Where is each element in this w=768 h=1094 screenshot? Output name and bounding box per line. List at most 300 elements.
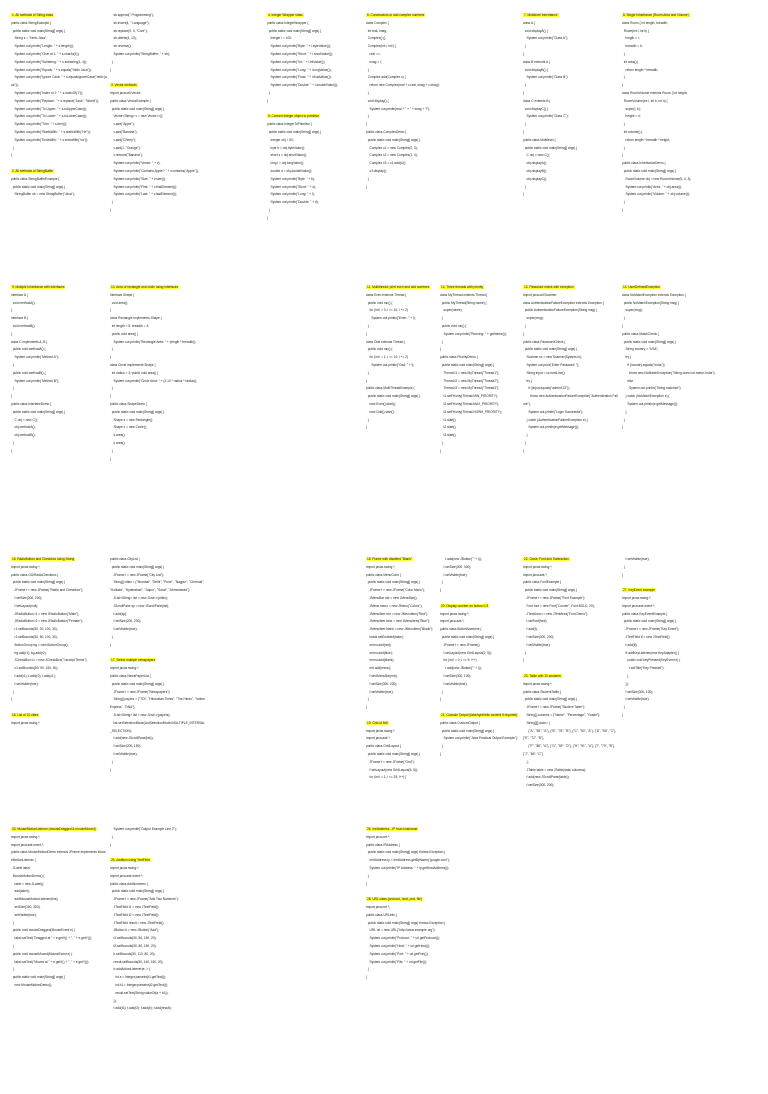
code-line: } [440,440,443,445]
program-title-highlight: 19. Grid of 5x5 [367,720,388,725]
code-line: import javax.swing.*; [622,595,652,600]
code-line: } [11,153,13,158]
code-line: list.setSelectionMode(ListSelectionModel.MULTIPLE_INTERVAL_SELECTION); [110,720,205,733]
code-line: obj.methodA(); [11,425,36,430]
code-line: Complex c3 = c1.add(c2); [366,161,406,166]
code-line: f.setSize(300, 300); [440,564,472,569]
code-line: Room(int l, int b) { [622,28,650,33]
code-line: public class VectorExample { [110,98,151,103]
program-title [622,284,718,292]
code-line: import java.awt.*; [440,619,465,624]
code-line: } [523,184,526,189]
code-line: mb.add(menu); [366,666,392,671]
code-line: public AuthenticationFailureException(String msg) { [523,308,598,313]
code-line: t2.setPriority(Thread.MAX_PRIORITY); [440,401,499,406]
program-title [267,113,363,121]
code-line: } [622,200,625,205]
code-line: RoomVolume obj = new RoomVolume(5, 4, 3); [622,176,692,181]
code-line: result.setText(String.valueOf(a + b1)); [110,990,169,995]
code-line: public void methodB() { [11,370,46,375]
code-line: JFrame f = new JFrame("City List"); [110,572,164,577]
code-line: } [523,658,525,663]
program-title [11,556,107,564]
code-line: blank.setEnabled(false); [366,634,404,639]
code-line: } [622,83,624,88]
program-title-highlight: 21. Console Output (fake/synthetic content if required) [441,712,518,717]
code-line: new Even().start(); [366,401,396,406]
code-line: f.add(tf); [622,642,638,647]
code-line: System.out.println("Java Practical Output Example"); [440,736,518,741]
code-line: JButton b = new JButton("Add"); [110,928,160,933]
code-line: super(name); [440,308,463,313]
code-line: System.out.println("Short: " + i.shortValue()); [267,51,334,56]
code-line: } [11,386,14,391]
code-line: System.out.println("Double: " + d); [267,200,319,205]
code-line: import java.awt.*; [523,572,548,577]
code-line: } [440,689,443,694]
code-line: f.setVisible(true); [440,681,468,686]
code-line: menu.add(blue); [366,650,393,655]
code-line: } [523,650,526,655]
program-title [110,82,206,90]
code-line: class Complex { [366,20,389,25]
code-line: sb.append(" Programming"); [110,13,154,17]
code-line: sb.insert(4, " Language"); [110,20,150,25]
code-line: setVisible(true); [11,912,37,917]
code-line: } [366,881,368,886]
code-column [110,12,206,215]
program-title [110,857,206,865]
code-line: f.add(new JScrollPane(list)); [110,736,154,741]
code-line: } [440,339,443,344]
code-line: } [622,712,624,717]
code-line: } [440,448,442,453]
code-line: public class StringBufferExample { [11,176,60,181]
code-line: interface A { [11,292,28,297]
code-line: void methodA(); [11,300,36,305]
code-line: r2.setBounds(50, 50, 100, 30); [11,634,58,639]
code-line: f.setVisible(true); [11,681,39,686]
code-line [267,106,363,114]
code-line: public class FontExample { [523,580,562,585]
code-column [440,284,536,456]
code-line: void display() { [366,98,389,103]
code-line: int real, imag; [366,28,387,33]
code-line: public static void main(String[] args) { [440,634,495,639]
code-band [0,284,768,552]
code-line: System.out.println("Last: " + v.lastElement()); [110,192,177,197]
code-line: f.setLayout(new GridLayout(5, 5)); [366,767,418,772]
code-line [11,704,107,712]
code-line: JFrame f = new JFrame("Student Table"); [523,705,585,710]
code-line: } [622,323,624,328]
code-line: public void area() { [110,331,139,336]
code-line: JTextField result = new JTextField(); [110,920,165,925]
code-line: JMenuBar mb = new JMenuBar(); [366,595,418,600]
code-line: } [622,145,625,150]
code-line: new Odd().start(); [366,409,395,414]
code-line: } [523,323,526,328]
code-line: import java.awt.*; [366,736,391,741]
code-column [523,284,619,456]
code-line: } [11,967,14,972]
code-line: f.setJMenuBar(mb); [366,673,398,678]
code-line: public class NewsPaperList { [110,673,151,678]
code-line: label.setText("Dragged at " + e.getX() + ", " + e.getY()); [11,936,92,941]
code-line: label = new JLabel(); [11,881,45,886]
code-line: } catch (NoMatchException e) { [622,394,670,399]
code-line: Thread t1 = new MyThread("Thread1"); [440,370,500,375]
code-line: void methodB(); [11,323,36,328]
code-line: JTextArea t = new JTextArea("Font Demo"); [523,611,589,616]
code-line: t3.start(); [440,433,457,438]
code-line: int a = Integer.parseInt(t1.getText()); [110,975,167,980]
code-line: public static void main(String[] args) { [523,347,578,352]
code-line: Shape s = new Rectangle(); [110,417,153,422]
code-line: } [523,90,525,95]
code-line: super(msg); [622,308,643,313]
code-line: } [110,394,112,399]
code-line: System.out.println("Volume: " + obj.volume()); [622,192,690,197]
program-title-highlight: 9. Multiple Inheritance with interfaces [12,285,65,289]
code-line: real = r; [366,51,381,56]
code-line: public static void main(String[] args) { [523,145,578,150]
code-line: } [366,697,369,702]
code-line: System.out.println("Running: " + getName()); [440,331,507,336]
code-line: } [622,564,625,569]
program-title [523,12,619,20]
code-line: class C extends B { [523,98,551,103]
code-line: f.setTitle("Key Pressed"); [622,666,665,671]
code-line: int volume() { [622,129,643,134]
program-title-highlight: 5. Convert integer object to primitive [268,114,320,119]
code-line: import java.awt.event.*; [11,842,45,847]
code-line: } [523,192,525,197]
code-line: System.out.println("Even: " + i); [366,316,416,321]
code-line: public static void main(String[] args) { [11,184,66,189]
code-line: import java.util.Vector; [110,90,142,95]
code-line: long l = obj.longValue(); [267,161,304,166]
code-line: System.out.println("Substring: " + s.substring(1, 4)); [11,59,88,64]
program-title-highlight: 27. KeyEvent example [623,588,655,593]
code-line: System.out.println("Class A"); [523,36,569,41]
code-line: } [622,705,625,710]
code-line: setSize(300, 300); [11,904,41,909]
code-line: public class StringExample { [11,20,52,25]
code-line: public static void main(String[] args) { [267,129,322,134]
code-line: JTextField t1 = new JTextField(); [110,904,160,909]
program-title-highlight: 17. Select multiple newspapers [111,658,156,663]
code-line: } [440,744,443,749]
code-line: System.out.print("Enter Password: "); [523,362,580,367]
code-line: public class StudentTable { [523,689,561,694]
code-line: } [110,386,113,391]
code-line: public class IPAddress { [366,842,400,847]
code-line: JRadioButton r2 = new JRadioButton("Female"); [11,619,83,624]
code-line: } [440,316,443,321]
code-line: t3.setPriority(Thread.NORM_PRIORITY); [440,409,502,414]
code-line: import javax.swing.*; [110,865,140,870]
program-title-highlight: 10. Area of rectangle and circle using interfaces [111,285,179,289]
code-line: System.out.println("Area: " + obj.area()); [622,184,683,189]
code-line: for (int i = 0; i <= 10; i += 2) [366,308,408,313]
program-title [523,673,619,681]
code-line: obj.displayC(); [523,176,547,181]
code-line: System.out.println("Method B"); [11,378,59,383]
code-line: } [11,689,14,694]
code-column [366,826,462,982]
code-column [622,556,718,720]
code-line: else [622,378,634,383]
code-line: } [110,456,112,461]
code-line: public static void main(String[] args) { [110,409,165,414]
code-line: } [366,176,369,181]
code-line: f.setVisible(true); [110,627,138,632]
code-line: obj.displayA(); [523,161,547,166]
code-line: t2.setBounds(50, 80, 150, 20); [110,943,157,948]
code-line: System.out.println("Byte: " + b); [267,176,315,181]
code-line: JList<String> list = new JList<>(cities); [110,595,168,600]
code-line: } [440,347,442,352]
code-line: t.setFont(font); [523,619,548,624]
code-line: } [523,44,526,49]
code-line: } [11,331,13,336]
code-line: interface Shape { [110,292,135,297]
code-line: f.setSize(300, 200); [11,595,43,600]
code-line: System.out.println("Short: " + s); [267,184,316,189]
code-line: {"A", "85", "A"}, {"B", "78", "B"}, {"C", "90", "A"}, {"D", "65", "C"}, {"E", "72", "B"}, [523,728,617,741]
code-band [0,556,768,824]
code-line: } [110,207,112,212]
code-line: int length = 5, breadth = 4; [110,323,149,328]
code-line: if (!country.equals("India")) [622,362,665,367]
program-title [440,603,536,611]
code-line: } [366,425,368,430]
code-column [523,12,619,199]
code-line: public static void main(String[] args) { [622,168,677,173]
code-line: import java.net.*; [366,904,390,909]
code-line: b.addActionListener(e -> { [110,967,151,972]
program-title [267,12,363,20]
code-line: length = l; [622,36,640,41]
code-line: f.add(r1); f.add(r2); f.add(c1); [11,673,56,678]
code-line: } [523,122,526,127]
code-line: } [523,129,525,134]
code-line: f.add(t); [523,627,538,632]
code-line: Complex c2 = new Complex(1, 4); [366,153,418,158]
code-line: } [622,417,625,422]
program-title [366,826,462,834]
code-line: } [110,842,112,847]
code-line: f.setSize(300, 200); [523,634,555,639]
code-line: } [622,75,625,80]
code-line: tf.addKeyListener(new KeyAdapter() { [622,650,679,655]
code-line: public static void main(String[] args) { [366,751,421,756]
program-title-highlight: 24. MouseMotionListener (mouseDragged & mouseMoved) [12,827,96,831]
code-line: import java.util.Scanner; [523,292,558,297]
code-line: }; [523,759,529,764]
code-line: System.out.println("Odd: " + i); [366,362,415,367]
program-title-highlight: 20. Display number on button 0-9 [441,603,489,608]
code-line: f.setVisible(true); [440,572,468,577]
code-line: Complex() {} [366,36,386,41]
code-line: JFrame f = new JFrame("Font Example"); [523,595,586,600]
code-line: public static void main(String[] args) { [267,28,322,33]
code-line: import javax.swing.*; [11,834,41,839]
code-line: System.out.println("Trim: " + s.trim()); [11,122,67,127]
code-line: System.out.println("Length: " + s.length()); [11,44,74,49]
program-title-highlight: 4. Integer Wrapper class [268,13,303,17]
code-line: import javax.swing.*; [11,720,41,725]
code-line: JMenuItem blank = new JMenuItem("Blank"); [366,627,434,632]
code-line: } [11,440,14,445]
program-title-highlight: 18. Frame with disabled "Blank" [367,557,412,561]
code-band [0,12,768,280]
code-line: System.out.println("Vector: " + v); [110,161,161,166]
code-line: import java.net.*; [366,834,390,839]
code-line: System.out.println("Byte: " + i.byteValue()); [267,44,331,49]
code-line: f.setVisible(true); [366,689,394,694]
code-line: JLabel label; [11,865,31,870]
code-line: } [110,448,113,453]
code-line: public static void main(String[] args) { [440,728,495,733]
code-line: } [110,642,112,647]
code-line: System.out.println("Double: " + i.doubleValue()); [267,83,339,88]
code-line: public void methodA() { [11,347,46,352]
code-line: } [622,153,624,158]
program-title [366,12,462,20]
code-line: System.out.println("Circle Area: " + (3.14 * radius * radius)); [110,378,198,383]
code-line: public void run() { [440,323,467,328]
code-line: } [110,308,112,313]
code-line: } [622,207,624,212]
code-line: } [11,394,13,399]
code-line: public static void main(String[] args) { [110,564,165,569]
program-title [440,712,536,720]
program-title [523,556,619,564]
code-column [622,284,718,432]
code-line: System.out.println("Ignore Case: " + s.equalsIgnoreCase("hello java")); [11,75,107,88]
code-line: short s = obj.shortValue(); [267,153,307,158]
code-line: public MyThread(String name) { [440,300,487,305]
code-line [110,650,206,658]
code-line: } [366,873,369,878]
code-line: C obj = new C(); [11,417,38,422]
code-line: public class GridLayout { [366,744,401,749]
code-line: } [11,920,14,925]
code-line: void area(); [110,300,128,305]
code-line: public static void main(String[] args) { [440,362,495,367]
code-line: JFrame f = new JFrame(); [440,642,481,647]
program-title-highlight: 16. List of 10 cities [12,712,39,717]
program-title-highlight: 22. Close: Font and Subtraction [524,557,569,561]
code-line: s.area(); [110,433,126,438]
code-line: Font font = new Font("Courier", Font.BOLD, 20); [523,603,595,608]
code-line: public class InheritanceDemo { [622,161,666,166]
code-line: super(msg); [523,316,544,321]
code-column [110,826,206,1013]
code-line: Complex add(Complex c) { [366,75,406,80]
code-line: public void keyPressed(KeyEvent e) { [622,658,681,663]
code-line [622,579,718,587]
code-line: c.area(); [110,440,126,445]
code-line: return length * breadth * height; [622,137,670,142]
code-line: } [366,378,368,383]
code-line: } [523,83,526,88]
code-line: System.out.println("Rectangle Area: " + (length * breadth)); [110,339,197,344]
code-line: void displayB() { [523,67,548,72]
code-line: sb.replace(0, 4, "Core"); [110,28,148,33]
code-line: if (!input.equals("admin123")) [523,386,570,391]
code-line: class Circle implements Shape { [110,362,156,367]
code-line: t1.setBounds(50, 50, 150, 20); [110,936,157,941]
code-line: JCheckBox c1 = new JCheckBox("I accept Terms"); [11,658,88,663]
code-line: System.out.println("To Upper: " + s.toUpperCase()); [11,106,88,111]
code-line: RoomVolume(int l, int b, int h) { [622,98,668,103]
code-column [110,556,206,774]
code-line: } [11,943,14,948]
code-line: obj.displayB(); [523,168,547,173]
code-line: b.setBounds(50, 110, 80, 20); [110,951,156,956]
code-line: public class MenuColor { [366,572,401,577]
code-line: System.out.println(e.getMessage()); [523,425,579,430]
code-line: } [366,90,369,95]
code-line: v.remove("Banana"); [110,153,143,158]
code-line: } [523,51,525,56]
code-column [622,12,718,215]
code-line: public class Multilevel { [523,137,556,142]
code-line: import javax.swing.*; [523,681,553,686]
program-title-highlight: 6. Constructors to add complex numbers [367,13,425,17]
code-line: public class ComplexDemo { [366,129,407,134]
code-line: public class GUIRadioCheckbox { [11,572,59,577]
code-line: } [366,705,368,710]
code-line: } [440,580,443,585]
code-column [11,12,107,199]
code-line: new MouseMotionDemo(); [11,982,52,987]
code-line: System.out.println("Port: " + url.getPort()); [366,951,429,956]
code-column [11,826,107,990]
code-line: } [440,697,442,702]
code-line: menu.add(blank); [366,658,395,663]
program-title [622,12,718,20]
code-line: } [267,90,270,95]
code-line: imag = i; [366,59,382,64]
code-line: f.setVisible(true); [110,751,138,756]
code-line: public NoMatchException(String msg) { [622,300,680,305]
code-line: f.add(new JScrollPane(table)); [523,775,570,780]
code-line: public class CityList { [110,557,140,561]
code-line: c1.setBounds(50, 90, 150, 30); [11,666,59,671]
code-line: } [110,634,113,639]
code-line: import javax.swing.*; [366,728,396,733]
code-line: f.setSize(300, 200); [523,783,555,788]
code-line: t1.setPriority(Thread.MIN_PRIORITY); [440,394,498,399]
code-line: import javax.swing.*; [523,564,553,569]
code-line: public static void main(String[] args) { [366,137,421,142]
code-line: } [366,417,369,422]
code-line: InetAddress ip = InetAddress.getByName("google.com"); [366,858,450,863]
code-line [440,595,536,603]
code-line: public void run() { [366,347,393,352]
code-line: } [366,331,368,336]
code-line: JRadioButton r1 = new JRadioButton("Male"); [11,611,80,616]
code-line: } [110,59,113,64]
code-line: public static void main(String[] args) { [622,339,677,344]
code-line: public class URLInfo { [366,912,398,917]
code-line: Thread t3 = new MyThread("Thread3"); [440,386,500,391]
program-title-highlight: 14. UserDefinedException [623,285,661,289]
